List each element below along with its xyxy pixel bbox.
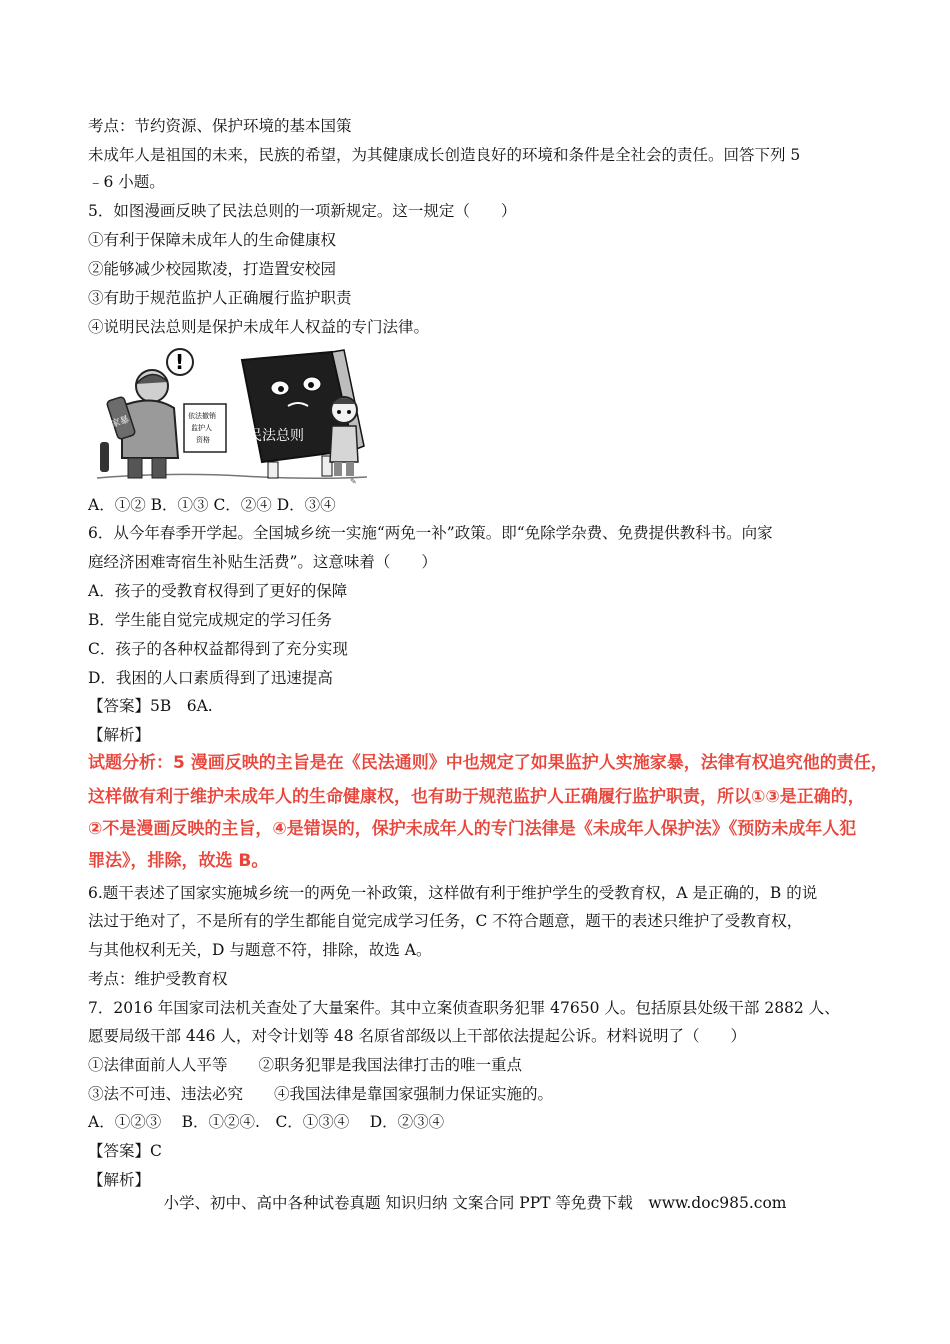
question-6-stem: 庭经济困难寄宿生补贴生活费”。这意味着（ ） [88, 553, 437, 571]
answer-label: 【答案】5B 6A. [88, 697, 213, 715]
text-line: 与其他权利无关，D 与题意不符，排除，故选 A。 [88, 941, 432, 959]
question-6-stem: 6．从今年春季开学起。全国城乡统一实施“两免一补”政策。即“免除学杂费、免费提供教科书。向家 [88, 524, 773, 542]
paper-line: 资格 [196, 436, 210, 444]
text-line: 考点：节约资源、保护环境的基本国策 [88, 117, 352, 135]
text-line: 法过于绝对了，不是所有的学生都能自觉完成学习任务，C 不符合题意，题干的表述只维护了受教育权， [88, 912, 803, 930]
analysis-red-line: 试题分析：5 漫画反映的主旨是在《民法通则》中也规定了如果监护人实施家暴，法律有权追究他的责任， [88, 753, 888, 773]
paper-line: 依法撤销 [188, 412, 216, 420]
question-5-option: ③有助于规范监护人正确履行监护职责 [88, 289, 352, 307]
analysis-red-line: 罪法》，排除，故选 B。 [88, 851, 269, 871]
question-5-choices: A．①② B．①③ C．②④ D．③④ [88, 496, 336, 514]
question-7-choices: A．①②③ B．①②④. C．①③④ D．②③④ [88, 1113, 445, 1131]
question-5-option: ④说明民法总则是保护未成年人权益的专门法律。 [88, 318, 430, 336]
question-7-option: ③法不可违、违法必究 ④我国法律是靠国家强制力保证实施的。 [88, 1085, 554, 1103]
exclaim-mark: ! [175, 350, 185, 374]
question-7-option: ①法律面前人人平等 ②职务犯罪是我国法律打击的唯一重点 [88, 1056, 523, 1074]
text-line: 未成年人是祖国的未来，民族的希望，为其健康成长创造良好的环境和条件是全社会的责任。回答下列 5 [88, 146, 801, 164]
question-6-option: D．我困的人口素质得到了迅速提高 [88, 669, 333, 687]
page-footer: 小学、初中、高中各种试卷真题 知识归纳 文案合同 PPT 等免费下载 www.doc985.com [163, 1194, 787, 1212]
question-6-option: B．学生能自觉完成规定的学习任务 [88, 611, 332, 629]
question-5-stem: 5．如图漫画反映了民法总则的一项新规定。这一规定（ ） [88, 202, 517, 220]
arm-label: 家暴 [110, 414, 131, 430]
topic-label: 考点：维护受教育权 [88, 970, 228, 988]
question-7-stem: 7．2016 年国家司法机关查处了大量案件。其中立案侦查职务犯罪 47650 人。包括原县处级干部 2882 人、 [88, 999, 840, 1017]
question-5-option: ②能够减少校园欺凌，打造置安校园 [88, 260, 337, 278]
analysis-label: 【解析】 [88, 726, 151, 744]
analysis-red-line: ②不是漫画反映的主旨，④是错误的，保护未成年人的专门法律是《未成年人保护法》《预防未成年人犯 [88, 819, 857, 839]
cartoon-illustration [92, 346, 370, 486]
question-6-option: C．孩子的各种权益都得到了充分实现 [88, 640, 348, 658]
analysis-red-line: 这样做有利于维护未成年人的生命健康权，也有助于规范监护人正确履行监护职责，所以①③是正确的， [88, 787, 865, 807]
revocation-paper [184, 404, 226, 452]
svg-text:✎: ✎ [350, 477, 357, 486]
answer-label: 【答案】C [88, 1142, 162, 1160]
book-title: 民法总则 [248, 428, 304, 444]
question-5-option: ①有利于保障未成年人的生命健康权 [88, 231, 337, 249]
text-line: 6.题干表述了国家实施城乡统一的两免一补政策，这样做有利于维护学生的受教育权，A 是正确的，B 的说 [88, 884, 818, 902]
analysis-label: 【解析】 [88, 1171, 151, 1189]
paper-line: 监护人 [191, 424, 212, 432]
question-6-option: A．孩子的受教育权得到了更好的保障 [88, 582, 348, 600]
question-7-stem: 愿要局级干部 446 人，对令计划等 48 名原省部级以上干部依法提起公诉。材料说明了（ ） [88, 1027, 747, 1045]
text-line: ﹣6 小题。 [88, 173, 165, 191]
